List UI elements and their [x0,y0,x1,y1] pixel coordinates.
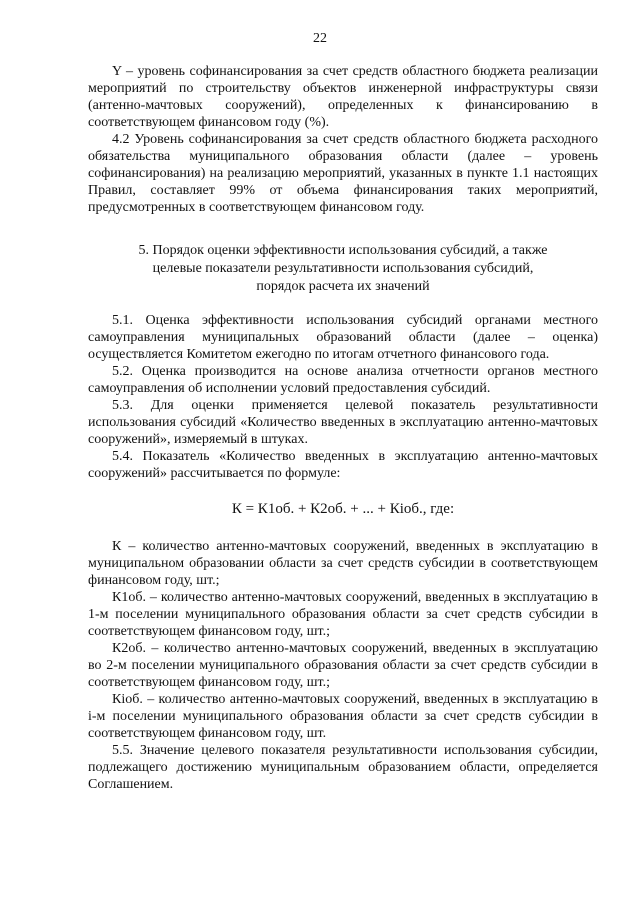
section-5-title-line: порядок расчета их значений [256,279,430,294]
paragraph-5-2: 5.2. Оценка производится на основе анализа отчетности органов местного самоуправления об исполнении условий предоставления субсидий. [88,364,598,396]
definition-k1: К1об. – количество антенно-мачтовых сооружений, введенных в эксплуатацию в 1-м поселении муниципального образования области за счет средств субсидии в соответствующем финансовом году, шт.; [88,590,598,639]
section-5-title [88,242,598,296]
section-5-title-line: 5. Порядок оценки эффективности использования субсидий, а также [138,243,548,258]
paragraph-5-1: 5.1. Оценка эффективности использования субсидий органами местного самоуправления муниципальных образований области (далее – оценка) осуществляется Комитетом ежегодно по итогам отчетного финансового года. [88,313,598,362]
paragraph-5-4: 5.4. Показатель «Количество введенных в эксплуатацию антенно-мачтовых сооружений» рассчитывается по формуле: [88,449,598,481]
document-body [88,63,598,793]
paragraph-y-definition: Y – уровень софинансирования за счет средств областного бюджета реализации мероприятий по строительству объектов инженерной инфраструктуры связи (антенно-мачтовых сооружений), определенных к финансированию в соответствующем финансовом году (%). [88,64,598,130]
definition-ki: Кiоб. – количество антенно-мачтовых сооружений, введенных в эксплуатацию в i-м поселении муниципального образования области за счет средств субсидии в соответствующем финансовом году, шт. [88,692,598,741]
definition-k: К – количество антенно-мачтовых сооружений, введенных в эксплуатацию в муниципальном образовании области за счет средств субсидии в соответствующем финансовом году, шт.; [88,539,598,588]
page-number: 22 [313,31,327,46]
section-5-title-line: целевые показатели результативности использования субсидий, [152,261,534,276]
formula: К = К1об. + К2об. + ... + Кiоб., где: [231,501,455,517]
paragraph-5-3: 5.3. Для оценки применяется целевой показатель результативности использования субсидий «Количество введенных в эксплуатацию антенно-мачтовых сооружений», измеряемый в штуках. [88,398,598,447]
paragraph-4-2: 4.2 Уровень софинансирования за счет средств областного бюджета расходного обязательства муниципального образования области (далее – уровень софинансирования) на реализацию мероприятий, указанных в пункте 1.1 настоящих Правил, составляет 99% от объема финансирования таких мероприятий, предусмотренных в соответствующем финансовом году. [88,132,598,215]
paragraph-5-5: 5.5. Значение целевого показателя результативности использования субсидии, подлежащего достижению муниципальным образованием области, определяется Соглашением. [88,743,598,792]
definition-k2: К2об. – количество антенно-мачтовых сооружений, введенных в эксплуатацию во 2-м поселении муниципального образования области за счет средств субсидии в соответствующем финансовом году, шт.; [88,641,598,690]
